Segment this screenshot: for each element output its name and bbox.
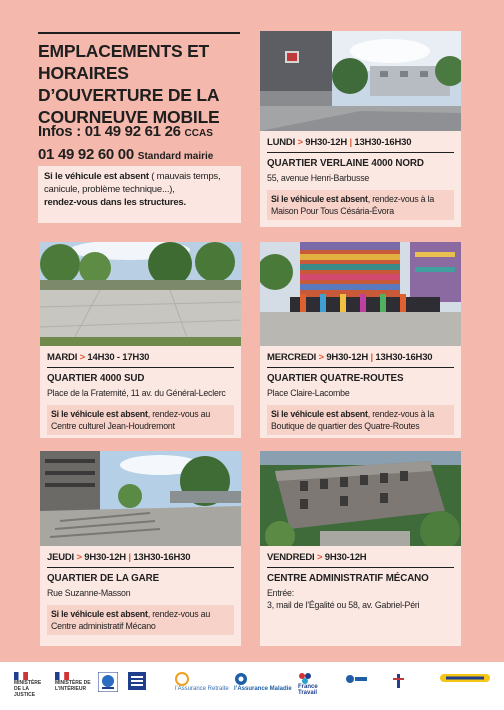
panel-mardi (40, 346, 241, 438)
logo-france-travail: France Travail (298, 672, 338, 700)
divider (267, 567, 454, 568)
mairie-phone: 01 49 92 60 00 (38, 146, 134, 163)
entry-label-vendredi: Entrée: (267, 588, 294, 598)
page-title: EMPLACEMENTS ET HORAIRES D’OUVERTURE DE LA COURNEUVE MOBILE (38, 41, 220, 127)
quartier-mercredi: QUARTIER QUATRE-ROUTES (267, 373, 404, 384)
logo-ville (128, 672, 170, 700)
note-mardi: Si le véhicule est absent, rendez-vous au Centre culturel Jean-Houdremont (47, 405, 234, 435)
quartier-mardi: QUARTIER 4000 SUD (47, 373, 145, 384)
note-jeudi: Si le véhicule est absent, rendez-vous au Centre administratif Mécano (47, 605, 234, 635)
quartier-vendredi: CENTRE ADMINISTRATIF MÉCANO (267, 573, 429, 584)
logo-ministere-interieur: MINISTÈRE DE L’INTÉRIEUR (55, 672, 91, 700)
logo-partner-blue (345, 672, 373, 700)
ccas-phone: Infos : 01 49 92 61 26 (38, 123, 181, 140)
header-rule (38, 32, 240, 34)
schedule-jeudi: JEUDI > 9H30-12H | 13H30-16H30 (47, 552, 191, 563)
logo-assurance-retraite: l’Assurance Retraite (175, 672, 230, 700)
photo-4000-sud (40, 242, 241, 346)
divider (267, 367, 454, 368)
mairie-label: Standard mairie (137, 151, 214, 162)
quartier-jeudi: QUARTIER DE LA GARE (47, 573, 160, 584)
schedule-lundi: LUNDI > 9H30-12H | 13H30-16H30 (267, 137, 412, 148)
photo-quatre-routes (260, 242, 461, 346)
partner-logos-footer (0, 662, 504, 710)
note-lundi: Si le véhicule est absent, rendez-vous à la Maison Pour Tous Césária-Évora (267, 190, 454, 220)
quartier-lundi: QUARTIER VERLAINE 4000 NORD (267, 158, 424, 169)
photo-mecano (260, 451, 461, 546)
contact-info (38, 121, 248, 167)
logo-assurance-maladie: l’Assurance Maladie (234, 672, 294, 700)
address-mercredi: Place Claire-Lacombe (267, 388, 350, 398)
note-mercredi: Si le véhicule est absent, rendez-vous à la Boutique de quartier des Quatre-Routes (267, 405, 454, 435)
logo-prefecture (98, 672, 120, 700)
photo-gare (40, 451, 241, 546)
panel-vendredi (260, 546, 461, 646)
divider (47, 567, 234, 568)
schedule-vendredi: VENDREDI > 9H30-12H (267, 552, 367, 563)
logo-partner-figure (390, 672, 428, 700)
schedule-mercredi: MERCREDI > 9H30-12H | 13H30-16H30 (267, 352, 433, 363)
address-jeudi: Rue Suzanne-Masson (47, 588, 131, 598)
absence-warning (38, 166, 241, 223)
photo-verlaine (260, 31, 461, 131)
logo-ministere-justice: MINISTÈRE DE LA JUSTICE (14, 672, 48, 700)
warning-text: ( mauvais temps, canicule, problème technique...), (44, 171, 221, 195)
address-mardi: Place de la Fraternité, 11 av. du Général-Leclerc (47, 388, 226, 398)
logo-la-poste (440, 672, 492, 700)
address-lundi: 55, avenue Henri-Barbusse (267, 173, 370, 183)
address-vendredi: 3, mail de l’Égalité ou 58, av. Gabriel-Péri (267, 600, 420, 610)
panel-jeudi (40, 546, 241, 646)
ccas-label: CCAS (184, 128, 213, 139)
warning-bold2: rendez-vous dans les structures. (44, 197, 186, 208)
panel-mercredi (260, 346, 461, 438)
warning-bold: Si le véhicule est absent (44, 171, 149, 182)
divider (47, 367, 234, 368)
schedule-mardi: MARDI > 14H30 - 17H30 (47, 352, 150, 363)
divider (267, 152, 454, 153)
panel-lundi (260, 131, 461, 227)
